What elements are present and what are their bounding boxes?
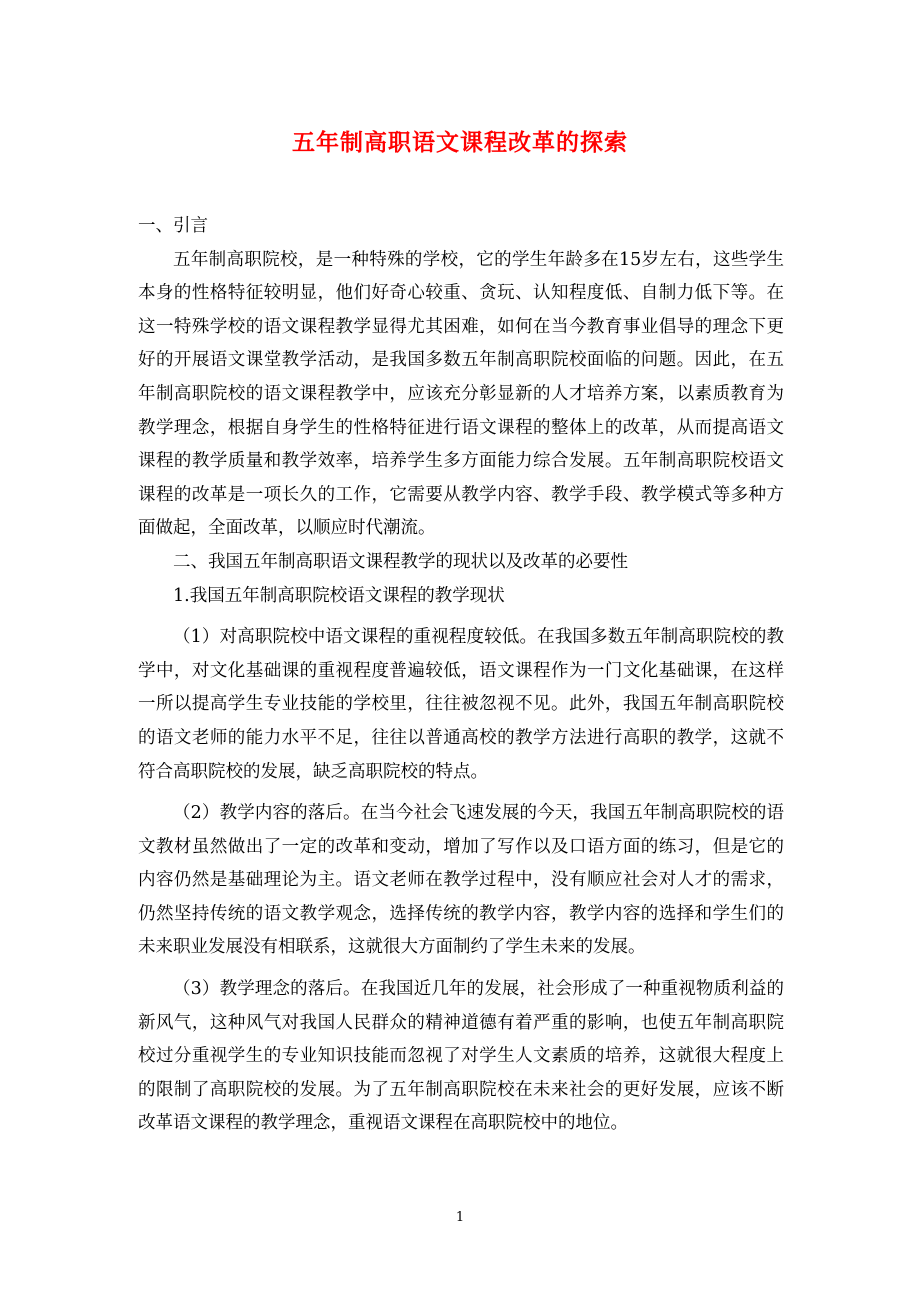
document-body: [138, 210, 784, 1141]
paragraph-introduction: 五年制高职院校，是一种特殊的学校，它的学生年龄多在15岁左右，这些学生本身的性格特征较明显，他们好奇心较重、贪玩、认知程度低、自制力低下等。在这一特殊学校的语文课程教学显得尤其困难，如何在当今教育事业倡导的理念下更好的开展语文课堂教学活动，是我国多数五年制高职院校面临的问题。因此，在五年制高职院校的语文课程教学中，应该充分彰显新的人才培养方案，以素质教育为教学理念，根据自身学生的性格特征进行语文课程的整体上的改革，从而提高语文课程的教学质量和教学效率，培养学生多方面能力综合发展。五年制高职院校语文课程的改革是一项长久的工作，它需要从教学内容、教学手段、教学模式等多种方面做起，全面改革，以顺应时代潮流。: [138, 249, 784, 539]
paragraph-point-2: （2）教学内容的落后。在当今社会飞速发展的今天，我国五年制高职院校的语文教材虽然做出了一定的改革和变动，增加了写作以及口语方面的练习，但是它的内容仍然是基础理论为主。语文老师在教学过程中，没有顺应社会对人才的需求，仍然坚持传统的语文教学观念，选择传统的教学内容，教学内容的选择和学生们的未来职业发展没有相联系，这就很大方面制约了学生未来的发展。: [138, 803, 784, 958]
paragraph-point-3: （3）教学理念的落后。在我国近几年的发展，社会形成了一种重视物质利益的新风气，这种风气对我国人民群众的精神道德有着严重的影响，也使五年制高职院校过分重视学生的专业知识技能而忽视了对学生人文素质的培养，这就很大程度上的限制了高职院校的发展。为了五年制高职院校在未来社会的更好发展，应该不断改革语文课程的教学理念，重视语文课程在高职院校中的地位。: [138, 979, 784, 1134]
paragraph-point-1: （1）对高职院校中语文课程的重视程度较低。在我国多数五年制高职院校的教学中，对文化基础课的重视程度普遍较低，语文课程作为一门文化基础课，在这样一所以提高学生专业技能的学校里，往往被忽视不见。此外，我国五年制高职院校的语文老师的能力水平不足，往往以普通高校的教学方法进行高职的教学，这就不符合高职院校的发展，缺乏高职院校的特点。: [138, 627, 784, 782]
subsection-heading-teaching-status: 1.我国五年制高职院校语文课程的教学现状: [173, 585, 505, 606]
page-number: 1: [455, 1210, 465, 1225]
document-title: 五年制高职语文课程改革的探索: [292, 130, 628, 156]
section-heading-current-status: 二、我国五年制高职语文课程教学的现状以及改革的必要性: [173, 551, 628, 572]
section-heading-introduction: 一、引言: [138, 216, 208, 236]
